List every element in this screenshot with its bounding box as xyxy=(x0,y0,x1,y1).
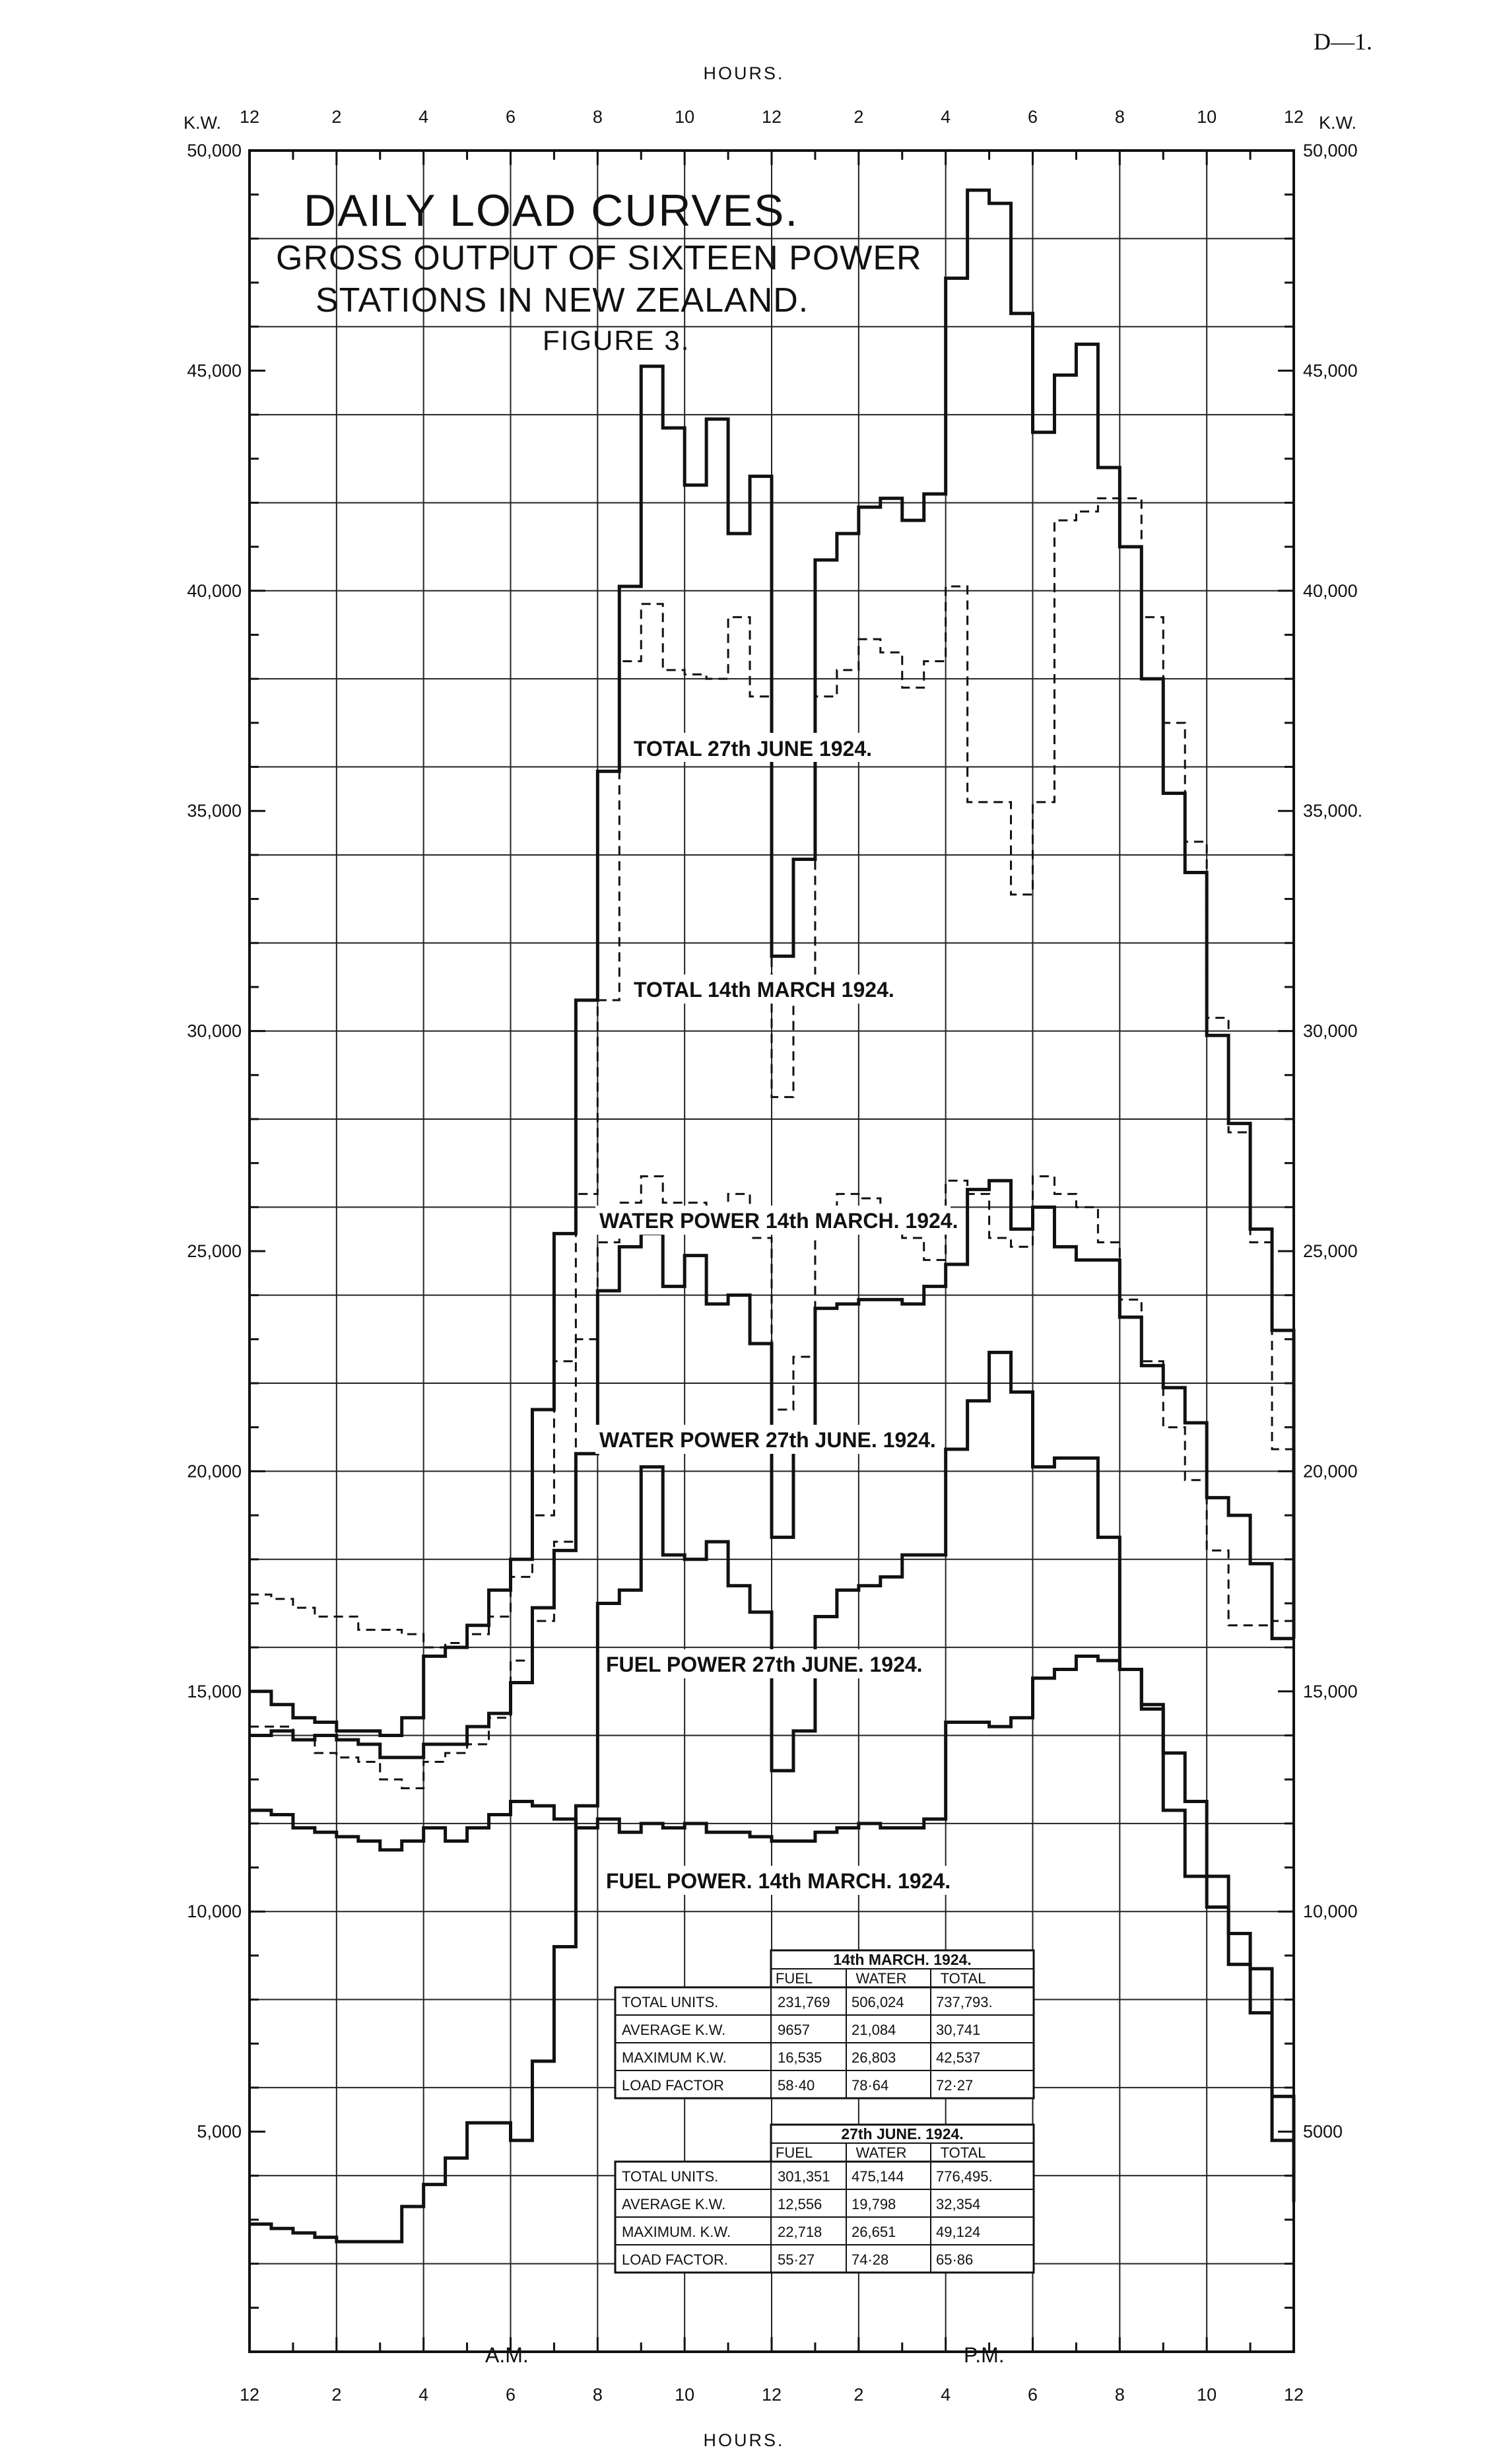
label-total-march: TOTAL 14th MARCH 1924. xyxy=(634,978,894,1002)
x-tick-label-top: 8 xyxy=(592,107,603,127)
table-col-header: TOTAL xyxy=(940,2144,986,2161)
x-tick-label-top: 6 xyxy=(505,107,516,127)
table-row-label: AVERAGE K.W. xyxy=(622,2196,726,2212)
x-tick-label-top: 12 xyxy=(1283,107,1304,127)
table-cell: 26,651 xyxy=(852,2224,896,2240)
table-col-header: WATER xyxy=(855,2144,907,2161)
x-tick-label-top: 2 xyxy=(853,107,864,127)
table-cell: 301,351 xyxy=(778,2168,830,2185)
x-tick-label-bottom: 2 xyxy=(853,2385,864,2405)
table-cell: 55·27 xyxy=(778,2251,815,2268)
label-total-june: TOTAL 27th JUNE 1924. xyxy=(634,737,873,761)
y-tick-label-right: 10,000 xyxy=(1303,1901,1358,1922)
pm-label: P.M. xyxy=(964,2343,1005,2367)
x-tick-label-bottom: 10 xyxy=(675,2385,695,2405)
table-cell: 42,537 xyxy=(936,2049,981,2066)
x-tick-label-top: 12 xyxy=(761,107,782,127)
table-cell: 16,535 xyxy=(778,2049,822,2066)
x-tick-label-bottom: 4 xyxy=(418,2385,429,2405)
table-cell: 26,803 xyxy=(852,2049,896,2066)
am-label: A.M. xyxy=(485,2343,529,2367)
stats-table-march xyxy=(615,1950,1034,2098)
table-cell: 475,144 xyxy=(852,2168,904,2185)
left-y-unit-label: K.W. xyxy=(184,113,222,133)
table-row-label: MAXIMUM K.W. xyxy=(622,2049,727,2066)
x-tick-label-bottom: 6 xyxy=(505,2385,516,2405)
label-fuel-march: FUEL POWER. 14th MARCH. 1924. xyxy=(606,1869,951,1893)
x-tick-label-bottom: 12 xyxy=(239,2385,260,2405)
y-tick-label-right: 5000 xyxy=(1303,2121,1343,2142)
stats-table-june xyxy=(615,2125,1034,2273)
table-col-header: TOTAL xyxy=(940,1970,986,1987)
label-water-march: WATER POWER 14th MARCH. 1924. xyxy=(599,1209,958,1233)
y-tick-label-left: 5,000 xyxy=(197,2121,242,2142)
bottom-x-axis-title: HOURS. xyxy=(703,2430,785,2450)
right-y-unit-label: K.W. xyxy=(1319,113,1357,133)
y-tick-label-right: 20,000 xyxy=(1303,1461,1358,1482)
y-tick-label-right: 35,000. xyxy=(1303,801,1363,821)
table-row-label: LOAD FACTOR xyxy=(622,2077,724,2094)
chart-subtitle-line1: GROSS OUTPUT OF SIXTEEN POWER xyxy=(276,239,922,277)
x-tick-label-bottom: 8 xyxy=(1114,2385,1125,2405)
x-tick-label-bottom: 2 xyxy=(331,2385,342,2405)
x-tick-label-top: 4 xyxy=(418,107,429,127)
table-cell: 78·64 xyxy=(852,2077,889,2094)
page-id: D—1. xyxy=(1314,28,1372,55)
x-tick-label-bottom: 4 xyxy=(941,2385,951,2405)
label-water-june: WATER POWER 27th JUNE. 1924. xyxy=(599,1428,936,1452)
y-tick-label-left: 20,000 xyxy=(187,1461,242,1482)
x-tick-label-top: 10 xyxy=(675,107,695,127)
label-fuel-june: FUEL POWER 27th JUNE. 1924. xyxy=(606,1653,923,1676)
table-heading: 14th MARCH. 1924. xyxy=(833,1951,972,1968)
table-cell: 19,798 xyxy=(852,2196,896,2212)
x-tick-label-bottom: 8 xyxy=(592,2385,603,2405)
x-tick-label-top: 12 xyxy=(239,107,260,127)
table-cell: 72·27 xyxy=(936,2077,974,2094)
y-tick-label-left: 45,000 xyxy=(187,360,242,381)
figure-number: FIGURE 3. xyxy=(543,325,690,356)
table-row-label: TOTAL UNITS. xyxy=(622,1994,719,2010)
table-cell: 231,769 xyxy=(778,1994,830,2010)
table-cell: 49,124 xyxy=(936,2224,981,2240)
table-cell: 506,024 xyxy=(852,1994,904,2010)
y-tick-label-right: 45,000 xyxy=(1303,360,1358,381)
y-tick-label-left: 10,000 xyxy=(187,1901,242,1922)
table-cell: 9657 xyxy=(778,2022,810,2038)
table-heading: 27th JUNE. 1924. xyxy=(841,2125,964,2142)
table-col-header: FUEL xyxy=(775,1970,813,1987)
table-cell: 776,495. xyxy=(936,2168,993,2185)
table-row-label: MAXIMUM. K.W. xyxy=(622,2224,731,2240)
chart-title-block xyxy=(276,186,922,356)
curve-labels xyxy=(595,733,962,1895)
y-tick-label-right: 30,000 xyxy=(1303,1021,1358,1041)
table-col-header: FUEL xyxy=(775,2144,813,2161)
y-tick-label-right: 50,000 xyxy=(1303,141,1358,160)
x-tick-label-top: 6 xyxy=(1027,107,1038,127)
y-tick-label-left: 30,000 xyxy=(187,1021,242,1041)
table-cell: 737,793. xyxy=(936,1994,993,2010)
table-cell: 32,354 xyxy=(936,2196,981,2212)
table-cell: 30,741 xyxy=(936,2022,981,2038)
y-tick-label-left: 15,000 xyxy=(187,1681,242,1701)
table-cell: 21,084 xyxy=(852,2022,896,2038)
x-tick-label-top: 8 xyxy=(1114,107,1125,127)
y-tick-label-left: 40,000 xyxy=(187,580,242,601)
y-tick-label-left: 50,000 xyxy=(187,141,242,160)
y-tick-label-right: 25,000 xyxy=(1303,1241,1358,1261)
y-tick-label-right: 15,000 xyxy=(1303,1681,1358,1701)
x-tick-label-bottom: 10 xyxy=(1197,2385,1217,2405)
top-x-axis-title: HOURS. xyxy=(703,63,785,83)
x-tick-label-top: 4 xyxy=(941,107,951,127)
chart-subtitle-line2: STATIONS IN NEW ZEALAND. xyxy=(316,281,809,320)
y-tick-label-left: 35,000 xyxy=(187,801,242,821)
y-tick-label-left: 25,000 xyxy=(187,1241,242,1261)
y-tick-label-right: 40,000 xyxy=(1303,580,1358,601)
x-tick-label-bottom: 12 xyxy=(1283,2385,1304,2405)
table-row-label: LOAD FACTOR. xyxy=(622,2251,728,2268)
x-tick-label-bottom: 6 xyxy=(1027,2385,1038,2405)
table-cell: 22,718 xyxy=(778,2224,822,2240)
x-tick-label-top: 2 xyxy=(331,107,342,127)
table-cell: 58·40 xyxy=(778,2077,815,2094)
table-row-label: AVERAGE K.W. xyxy=(622,2022,726,2038)
x-tick-label-bottom: 12 xyxy=(761,2385,782,2405)
table-cell: 65·86 xyxy=(936,2251,974,2268)
x-tick-label-top: 10 xyxy=(1197,107,1217,127)
table-col-header: WATER xyxy=(855,1970,907,1987)
table-row-label: TOTAL UNITS. xyxy=(622,2168,719,2185)
table-cell: 74·28 xyxy=(852,2251,889,2268)
chart-title: DAILY LOAD CURVES. xyxy=(304,186,799,236)
table-cell: 12,556 xyxy=(778,2196,822,2212)
